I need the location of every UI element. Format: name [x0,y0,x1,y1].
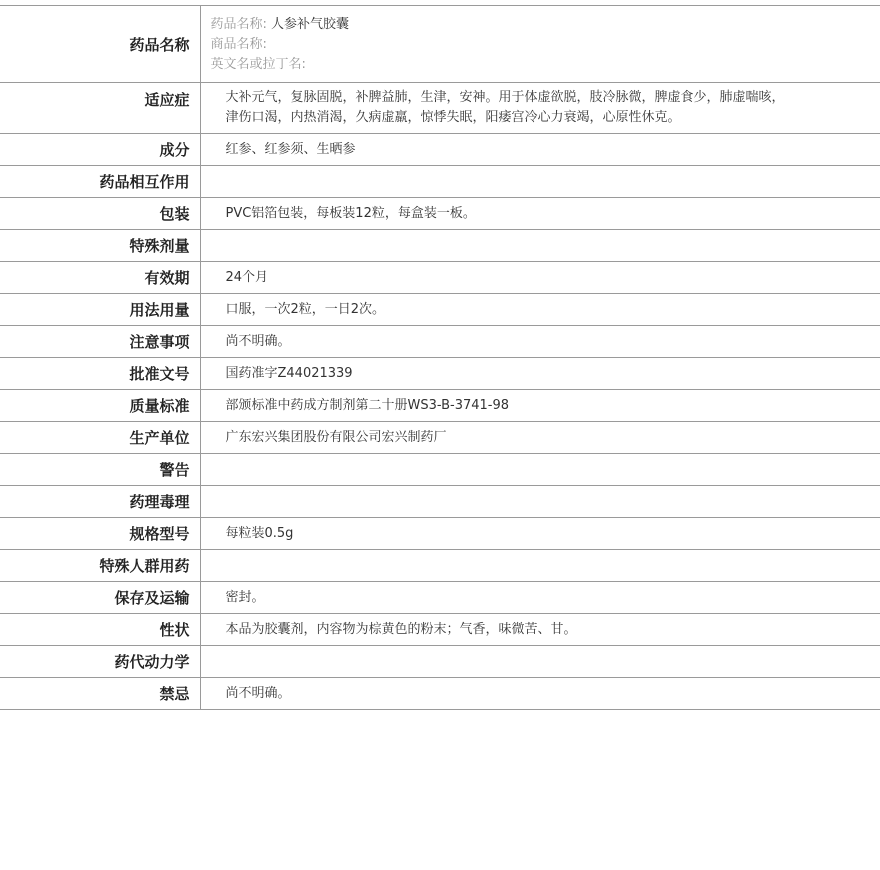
manufacturer-value: 广东宏兴集团股份有限公司宏兴制药厂 [200,422,880,454]
storage-value: 密封。 [200,582,880,614]
quality-standard-value: 部颁标准中药成方制剂第二十册WS3-B-3741-98 [200,390,880,422]
shelf-life-value: 24个月 [200,262,880,294]
specification-label: 规格型号 [0,518,200,550]
spec-row-specification [0,518,880,550]
packaging-value: PVC铝箔包装，每板装12粒，每盒装一板。 [200,198,880,230]
spec-row-indications [0,83,880,134]
approval-number-label: 批准文号 [0,358,200,390]
specification-value: 每粒装0.5g [200,518,880,550]
spec-row-quality-standard [0,390,880,422]
precautions-label: 注意事项 [0,326,200,358]
ingredients-value: 红参、红参须、生晒参 [200,134,880,166]
spec-row-precautions [0,326,880,358]
pharmacology-value [200,486,880,518]
trade-name-label: 商品名称: [210,37,267,52]
drug-name-values [200,6,880,83]
trade-name-line [211,35,880,55]
warning-label: 警告 [0,454,200,486]
packaging-label: 包装 [0,198,200,230]
quality-standard-label: 质量标准 [0,390,200,422]
special-dosage-value [200,230,880,262]
spec-row-pharmacokinetics [0,646,880,678]
ingredients-label: 成分 [0,134,200,166]
precautions-value: 尚不明确。 [200,326,880,358]
spec-row-contraindications [0,678,880,710]
spec-row-packaging [0,198,880,230]
spec-row-approval-number [0,358,880,390]
spec-row-description [0,614,880,646]
contraindications-label: 禁忌 [0,678,200,710]
pharmacokinetics-label: 药代动力学 [0,646,200,678]
pharmacokinetics-value [200,646,880,678]
manufacturer-label: 生产单位 [0,422,200,454]
spec-row-special-dosage [0,230,880,262]
storage-label: 保存及运输 [0,582,200,614]
pharmacology-label: 药理毒理 [0,486,200,518]
special-populations-label: 特殊人群用药 [0,550,200,582]
special-dosage-label: 特殊剂量 [0,230,200,262]
interactions-value [200,166,880,198]
drug-spec-table [0,5,880,710]
generic-name-value: 人参补气胶囊 [271,17,350,32]
english-name-label: 英文名或拉丁名: [210,57,306,72]
spec-row-usage-dosage [0,294,880,326]
usage-dosage-label: 用法用量 [0,294,200,326]
english-name-line [211,55,880,75]
indications-value: 大补元气，复脉固脱，补脾益肺，生津，安神。用于体虚欲脱，肢冷脉微，脾虚食少，肺虚喘咳，津伤口渴，内热消渴，久病虚羸，惊悸失眠，阳痿宫冷心力衰竭，心原性休克。 [200,83,880,134]
spec-row-interactions [0,166,880,198]
indications-label: 适应症 [0,83,200,134]
drug-name-row [0,6,880,83]
generic-name-label: 药品名称: [210,17,267,32]
spec-row-warning [0,454,880,486]
special-populations-value [200,550,880,582]
description-label: 性状 [0,614,200,646]
contraindications-value: 尚不明确。 [200,678,880,710]
usage-dosage-value: 口服，一次2粒，一日2次。 [200,294,880,326]
spec-row-ingredients [0,134,880,166]
description-value: 本品为胶囊剂，内容物为棕黄色的粉末；气香，味微苦、甘。 [200,614,880,646]
interactions-label: 药品相互作用 [0,166,200,198]
spec-row-manufacturer [0,422,880,454]
warning-value [200,454,880,486]
spec-row-pharmacology [0,486,880,518]
approval-number-value: 国药准字Z44021339 [200,358,880,390]
spec-row-special-populations [0,550,880,582]
shelf-life-label: 有效期 [0,262,200,294]
generic-name-line [211,15,880,35]
spec-row-shelf-life [0,262,880,294]
drug-name-label: 药品名称 [0,6,200,83]
spec-row-storage [0,582,880,614]
